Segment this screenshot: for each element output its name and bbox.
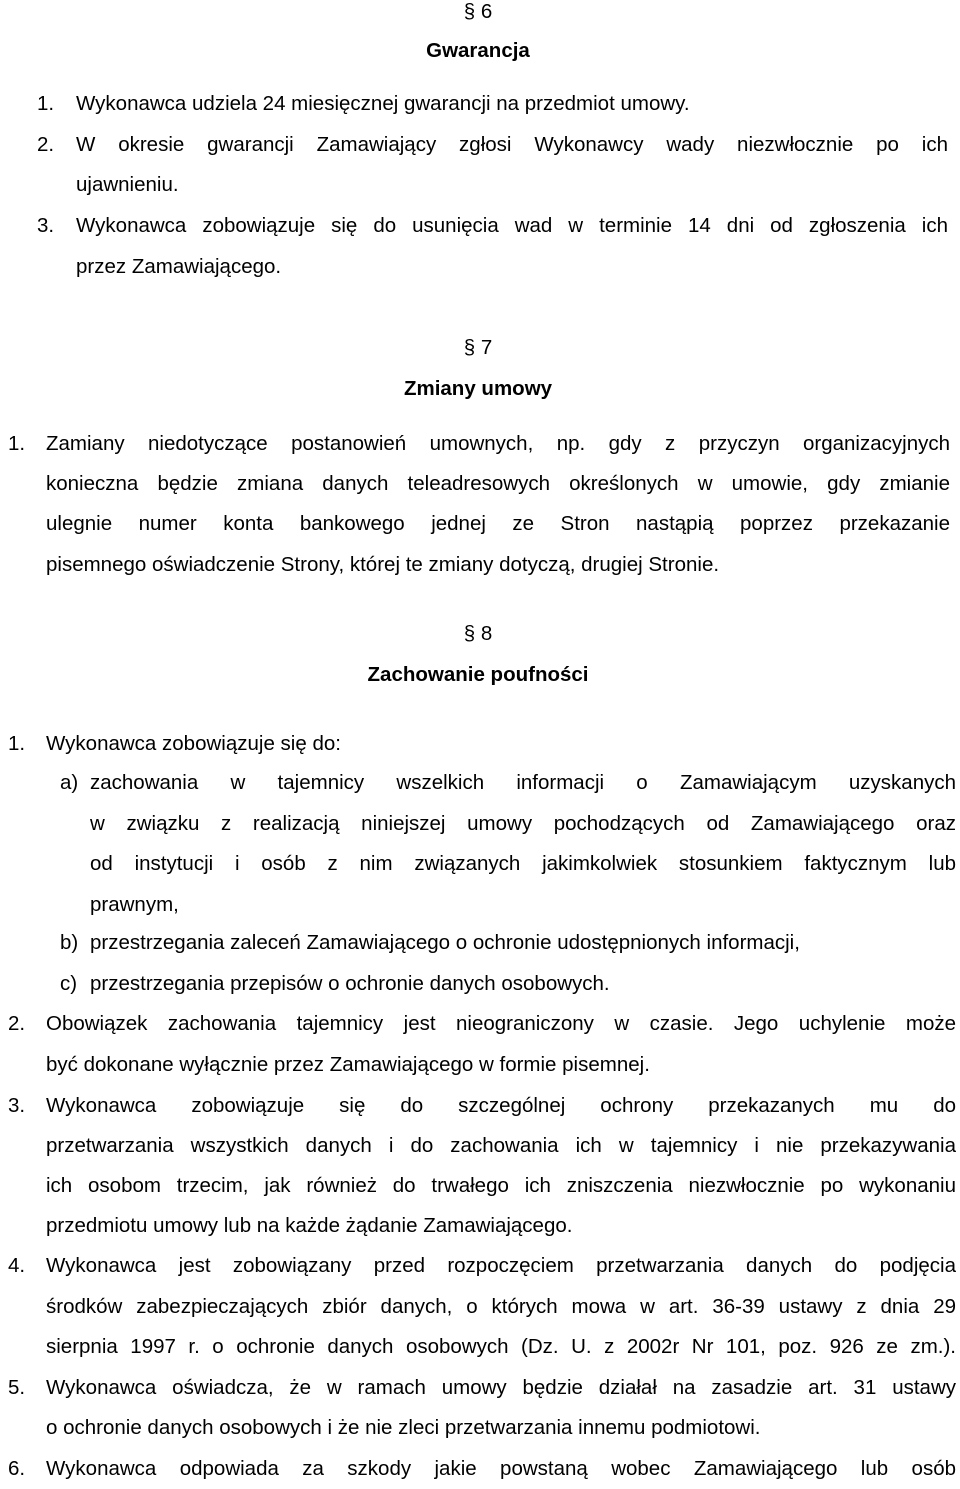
section-6-title: Gwarancja [426,39,530,62]
s8-item-1 [0,724,960,764]
item-text: ujawnieniu. [76,173,179,196]
item-text: być dokonane wyłącznie przez Zamawiającego w formie pisemnej. [46,1053,650,1076]
item-number: 5. [8,1376,26,1399]
item-text: W okresie gwarancji Zamawiający zgłosi Wykonawcy wady niezwłocznie po ich [76,133,948,156]
subitem-text: zachowania w tajemnicy wszelkich informacji o Zamawiającym uzyskanych [90,771,956,794]
subitem-text: przestrzegania zaleceń Zamawiającego o ochronie udostępnionych informacji, [90,931,800,954]
item-number: 1. [8,432,26,455]
item-text: ulegnie numer konta bankowego jednej ze Stron nastąpią poprzez przekazanie [46,512,950,535]
s8-item-5 [0,1368,960,1408]
section-8-mark: § 8 [463,622,493,645]
s8-subitem-a [0,763,960,803]
item-text: ich osobom trzecim, jak również do trwałego ich zniszczenia niezwłocznie po wykonaniu [46,1174,956,1197]
item-number: 3. [37,214,55,237]
section-6-mark: § 6 [463,0,493,23]
s6-item-2 [0,125,960,165]
s8-subitem-a-line-4 [0,885,960,925]
s8-item-2-line-2 [0,1045,960,1085]
s8-item-2 [0,1004,960,1044]
s7-item-1-line-4 [0,545,960,585]
s8-item-4-line-2 [0,1287,960,1327]
s7-item-1-line-3 [0,504,960,544]
s8-item-3-line-2 [0,1126,960,1166]
s8-item-3-line-4 [0,1206,960,1246]
item-text: sierpnia 1997 r. o ochronie danych osobowych (Dz. U. z 2002r Nr 101, poz. 926 ze zm.). [46,1335,956,1358]
s8-item-5-line-2 [0,1408,960,1448]
s6-item-1 [0,84,960,124]
item-text: Wykonawca zobowiązuje się do szczególnej ochrony przekazanych mu do [46,1094,956,1117]
item-text: Wykonawca oświadcza, że w ramach umowy będzie działał na zasadzie art. 31 ustawy [46,1376,956,1399]
item-number: 1. [37,92,55,115]
s8-item-4 [0,1246,960,1286]
item-text: przetwarzania wszystkich danych i do zachowania ich w tajemnicy i nie przekazywania [46,1134,956,1157]
section-7-title: Zmiany umowy [403,377,553,400]
item-number: 2. [8,1012,26,1035]
s6-item-3 [0,206,960,246]
item-text: Wykonawca udziela 24 miesięcznej gwarancji na przedmiot umowy. [76,92,690,115]
item-text: Wykonawca jest zobowiązany przed rozpoczęciem przetwarzania danych do podjęcia [46,1254,956,1277]
item-number: 1. [8,732,26,755]
item-text: konieczna będzie zmiana danych teleadresowych określonych w umowie, gdy zmianie [46,472,950,495]
item-text: Zamiany niedotyczące postanowień umownych, np. gdy z przyczyn organizacyjnych [46,432,950,455]
item-text: środków zabezpieczających zbiór danych, o których mowa w art. 36-39 ustawy z dnia 29 [46,1295,956,1318]
s6-item-2-cont [0,165,960,205]
item-text: o ochronie danych osobowych i że nie zleci przetwarzania innemu podmiotowi. [46,1416,761,1439]
item-text: Wykonawca zobowiązuje się do: [46,732,341,755]
s7-item-1-line-2 [0,464,960,504]
item-text: Wykonawca odpowiada za szkody jakie powstaną wobec Zamawiającego lub osób [46,1457,956,1480]
section-7-mark: § 7 [463,336,493,359]
s6-item-3-cont [0,247,960,287]
item-text: pisemnego oświadczenie Strony, której te zmiany dotyczą, drugiej Stronie. [46,553,720,576]
subitem-text: prawnym, [90,893,179,916]
item-text: Wykonawca zobowiązuje się do usunięcia wad w terminie 14 dni od zgłoszenia ich [76,214,948,237]
subitem-text: przestrzegania przepisów o ochronie danych osobowych. [90,972,610,995]
item-number: 3. [8,1094,26,1117]
subitem-letter: b) [60,931,79,954]
subitem-letter: c) [60,972,78,995]
s8-item-4-line-3 [0,1327,960,1367]
s8-item-3-line-3 [0,1166,960,1206]
item-text: Obowiązek zachowania tajemnicy jest nieograniczony w czasie. Jego uchylenie może [46,1012,956,1035]
item-number: 6. [8,1457,26,1480]
subitem-text: w związku z realizacją niniejszej umowy pochodzących od Zamawiającego oraz [90,812,956,835]
item-text: przez Zamawiającego. [76,255,282,278]
s8-item-3 [0,1086,960,1126]
s8-subitem-a-line-2 [0,804,960,844]
item-number: 2. [37,133,55,156]
subitem-text: od instytucji i osób z nim związanych jakimkolwiek stosunkiem faktycznym lub [90,852,956,875]
s8-subitem-a-line-3 [0,844,960,884]
item-number: 4. [8,1254,26,1277]
item-text: przedmiotu umowy lub na każde żądanie Zamawiającego. [46,1214,573,1237]
subitem-letter: a) [60,771,79,794]
s8-subitem-b [0,923,960,963]
s8-subitem-c [0,964,960,1004]
s7-item-1 [0,424,960,464]
s8-item-6 [0,1449,960,1489]
section-8-title: Zachowanie poufności [367,663,589,686]
